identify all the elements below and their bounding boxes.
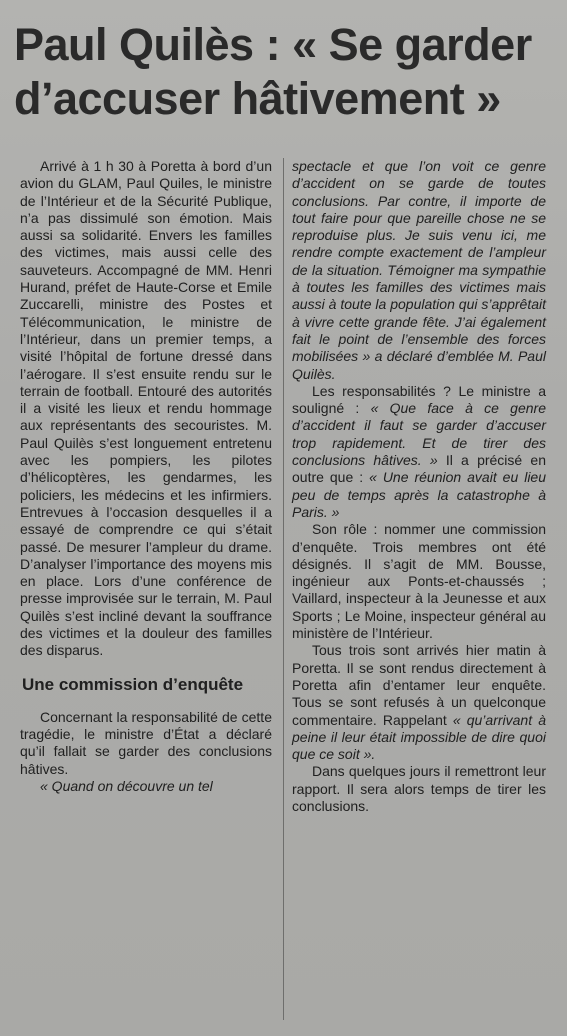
right-paragraph-3: Son rôle : nommer une commission d’enquête. Trois membres ont été désignés. Il s’agit de MM. Bousse, ingénieur aux Ponts-et-chaussés ; Vaillard, inspecteur à la Jeunesse et aux Sports ; Le Moine, inspecteur général au ministère de l’Intérieur. [292,521,546,642]
right-paragraph-2 [292,383,546,521]
column-divider [283,158,284,1020]
right-paragraph-1: spectacle et que l’on voit ce genre d’accident on se garde de toutes conclusions. Par contre, il importe de tout faire pour que pareille chose ne se reproduise plus. Je suis venu ici, me rendre compte exactement de l’ampleur de la situation. Témoigner ma sympathie à toutes les familles des victimes mais aussi à toute la population qui s’apprêtait à vivre cette grande fête. J’ai également fait le point de l’ensemble des forces mobilisées » a déclaré d’emblée M. Paul Quilès. [292,158,546,382]
right-paragraph-2-quote-2: « Une réunion avait eu lieu peu de temps après la catastrophe à Paris. » [292,469,547,520]
right-paragraph-5: Dans quelques jours il remettront leur rapport. Il sera alors temps de tirer les conclusions. [292,763,546,814]
right-paragraph-4-text: Tous trois sont arrivés hier matin à Poretta. Il se sont rendus directement à Poretta afin d’entamer leur enquête. Tous se sont refusés à un quelconque commentaire. Rappelant [292,642,546,728]
left-paragraph-2: Concernant la responsabilité de cette tragédie, le ministre d’État a déclaré qu’il fallait se garder des conclusions hâtives. [20,708,272,777]
right-paragraph-4-quote: « qu’arrivant à peine il leur était impossible de dire quoi que ce soit ». [292,711,546,763]
left-column [20,158,272,795]
right-paragraph-4 [292,642,546,763]
left-paragraph-3: « Quand on découvre un tel [40,777,213,794]
subhead-commission: Une commission d’enquête [22,674,244,694]
right-paragraph-2-mid: Il a précisé en outre que : [292,452,546,486]
right-paragraph-2-quote-1: « Que face à ce genre d’accident il faut se garder d’accuser trop rapidement. Et de tirer des conclusions hâtives. » [292,400,546,469]
headline [14,18,554,126]
left-paragraph-1: Arrivé à 1 h 30 à Poretta à bord d’un avion du GLAM, Paul Quiles, le ministre de l’Intérieur et de la Sécurité Publique, n’a pas dissimulé son émotion. Mais aussi sa solidarité. Envers les familles des victimes, mais aussi celle des sauveteurs. Accompagné de MM. Henri Hurand, préfet de Haute-Corse et Emile Zuccarelli, ministre des Postes et Télécommunication, le ministre de l’Intérieur, dans un premier temps, a visité l’hôpital de fortune dressé dans l’aérogare. Il s’est ensuite rendu sur le terrain de football. Entouré des autorités il a visité les lieux et rendu hommage aux représentants des secouristes. M. Paul Quilès s’est longuement entretenu avec les pompiers, les pilotes d’hélicoptères, les gendarmes, les policiers, les médecins et les infirmiers. Entrevues à l’occasion desquelles il a essayé de comprendre ce qui s’était passé. De mesurer l’ampleur du drame. D’analyser l’importance des moyens mis en place. Lors d’une conférence de presse improvisée sur le terrain, M. Paul Quilès s’est incliné devant la souffrance des victimes et la douleur des familles des disparus. [20,158,272,659]
right-column [292,158,546,815]
headline-line-1: Paul Quilès : « Se garder [14,19,532,70]
right-paragraph-2-intro: Les responsabilités ? Le ministre a souligné : [292,382,546,417]
headline-line-2: d’accuser hâtivement » [14,73,501,124]
